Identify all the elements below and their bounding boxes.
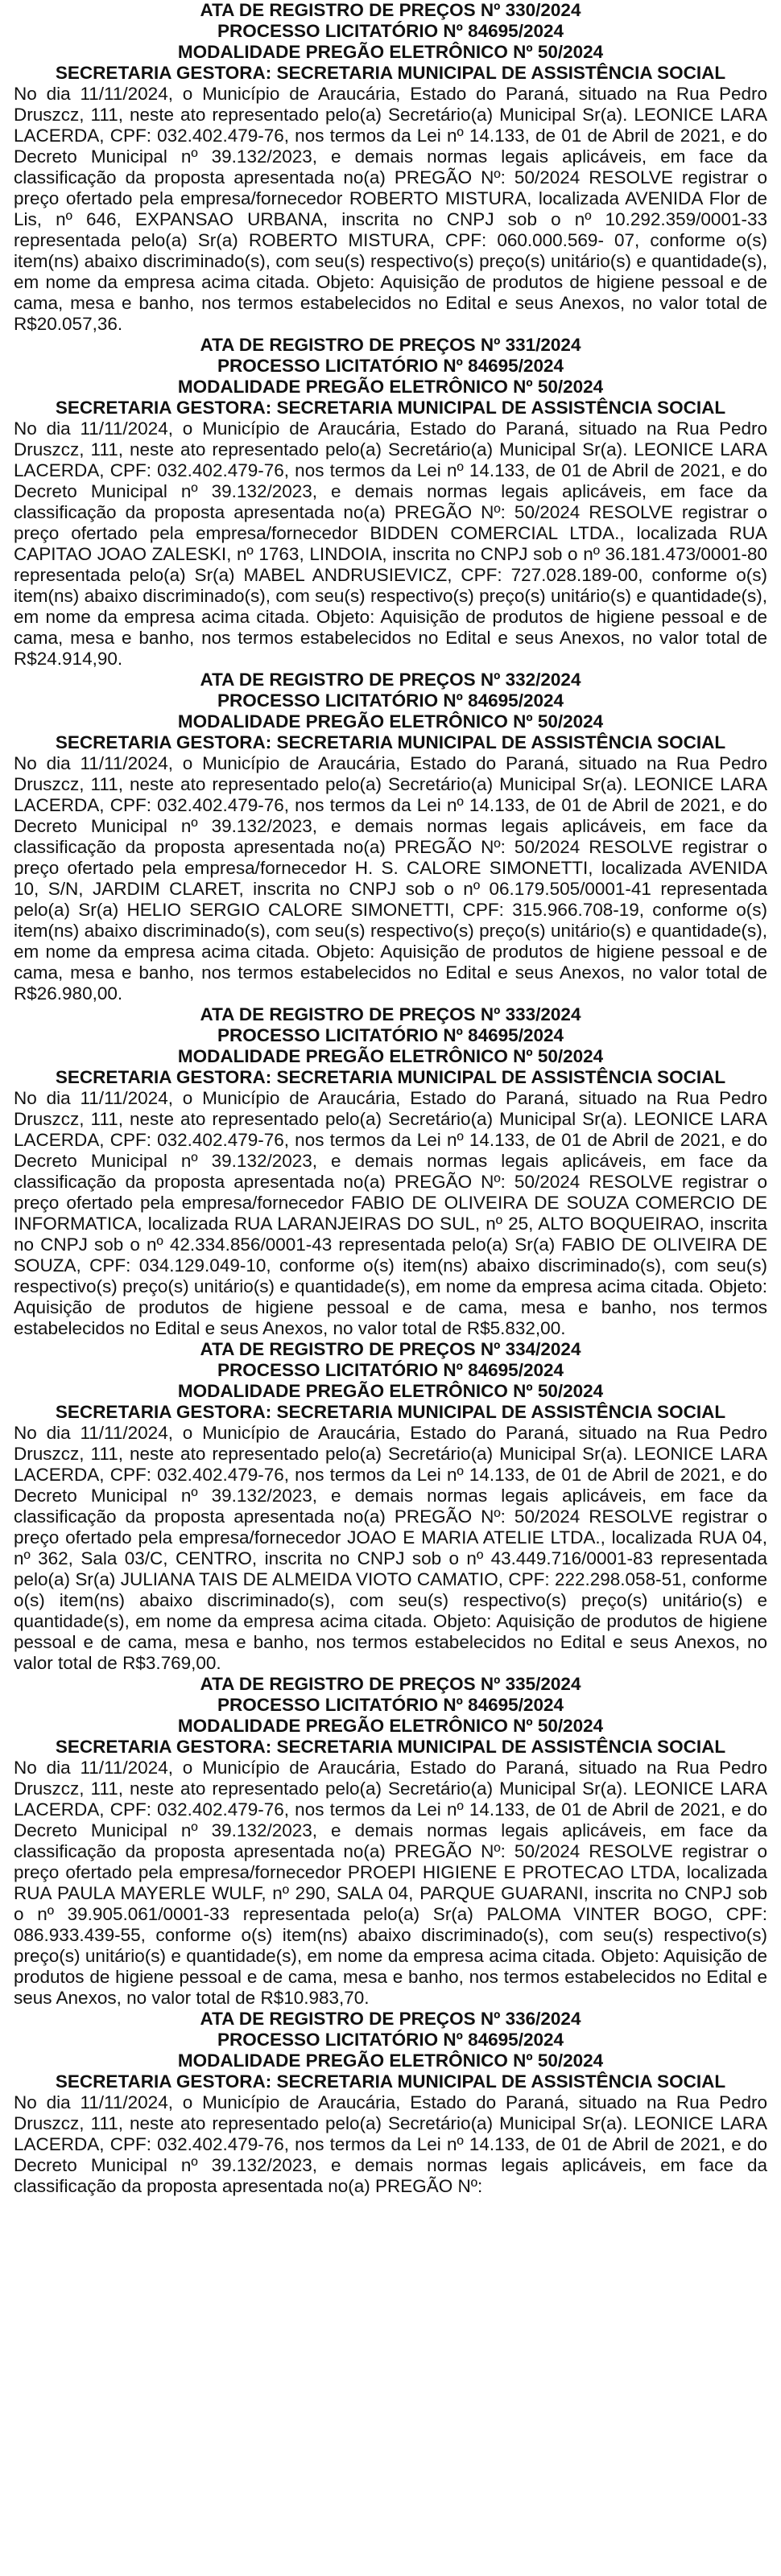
processo-heading: PROCESSO LICITATÓRIO Nº 84695/2024: [217, 1695, 564, 1715]
ata-body-text: No dia 11/11/2024, o Município de Araucária, Estado do Paraná, situado na Rua Pedro Druszcz, 111, neste ato representado pelo(a) Secretário(a) Municipal Sr(a). LEONICE LARA LACERDA, CPF: 032.402.479-76, nos termos da Lei nº 14.133, de 01 de Abril de 2021, e do Decreto Municipal nº 39.132/2023, e demais normas legais aplicáveis, em face da classificação da proposta apresentada no(a) PREGÃO Nº: 50/2024 RESOLVE registrar o preço ofertado pela empresa/fornecedor H. S. CALORE SIMONETTI, localizada AVENIDA 10, S/N, JARDIM CLARET, inscrita no CNPJ sob o nº 06.179.505/0001-41 representada pelo(a) Sr(a) HELIO SERGIO CALORE SIMONETTI, CPF: 315.966.708-19, conforme o(s) item(ns) abaixo discriminado(s), com seu(s) respectivo(s) preço(s) unitário(s) e quantidade(s), em nome da empresa acima citada. Objeto: Aquisição de produtos de higiene pessoal e de cama, mesa e banho, nos termos estabelecidos no Edital e seus Anexos, no valor total de R$26.980,00.: [14, 753, 767, 1004]
processo-heading: PROCESSO LICITATÓRIO Nº 84695/2024: [217, 1360, 564, 1380]
ata-body-text: No dia 11/11/2024, o Município de Araucária, Estado do Paraná, situado na Rua Pedro Druszcz, 111, neste ato representado pelo(a) Secretário(a) Municipal Sr(a). LEONICE LARA LACERDA, CPF: 032.402.479-76, nos termos da Lei nº 14.133, de 01 de Abril de 2021, e do Decreto Municipal nº 39.132/2023, e demais normas legais aplicáveis, em face da classificação da proposta apresentada no(a) PREGÃO Nº: 50/2024 RESOLVE registrar o preço ofertado pela empresa/fornecedor FABIO DE OLIVEIRA DE SOUZA COMERCIO DE INFORMATICA, localizada RUA LARANJEIRAS DO SUL, nº 25, ALTO BOQUEIRAO, inscrita no CNPJ sob o nº 42.334.856/0001-43 representada pelo(a) Sr(a) FABIO DE OLIVEIRA DE SOUZA, CPF: 034.129.049-10, conforme o(s) item(ns) abaixo discriminado(s), com seu(s) respectivo(s) preço(s) unitário(s) e quantidade(s), em nome da empresa acima citada. Objeto: Aquisição de produtos de higiene pessoal e de cama, mesa e banho, nos termos estabelecidos no Edital e seus Anexos, no valor total de R$5.832,00.: [14, 1088, 767, 1338]
ata-title: ATA DE REGISTRO DE PREÇOS Nº 334/2024: [200, 1339, 581, 1359]
secretaria-heading: SECRETARIA GESTORA: SECRETARIA MUNICIPAL DE ASSISTÊNCIA SOCIAL: [55, 1402, 726, 1422]
ata-title: ATA DE REGISTRO DE PREÇOS Nº 330/2024: [200, 0, 581, 20]
ata-331: [14, 335, 767, 670]
secretaria-heading: SECRETARIA GESTORA: SECRETARIA MUNICIPAL DE ASSISTÊNCIA SOCIAL: [55, 1067, 726, 1087]
ata-title: ATA DE REGISTRO DE PREÇOS Nº 335/2024: [200, 1674, 581, 1694]
ata-335: [14, 1674, 767, 2009]
ata-332: [14, 670, 767, 1004]
ata-333: [14, 1004, 767, 1339]
ata-title: ATA DE REGISTRO DE PREÇOS Nº 331/2024: [200, 335, 581, 355]
ata-body-text: No dia 11/11/2024, o Município de Araucária, Estado do Paraná, situado na Rua Pedro Druszcz, 111, neste ato representado pelo(a) Secretário(a) Municipal Sr(a). LEONICE LARA LACERDA, CPF: 032.402.479-76, nos termos da Lei nº 14.133, de 01 de Abril de 2021, e do Decreto Municipal nº 39.132/2023, e demais normas legais aplicáveis, em face da classificação da proposta apresentada no(a) PREGÃO Nº: 50/2024 RESOLVE registrar o preço ofertado pela empresa/fornecedor JOAO E MARIA ATELIE LTDA., localizada RUA 04, nº 362, Sala 03/C, CENTRO, inscrita no CNPJ sob o nº 43.449.716/0001-83 representada pelo(a) Sr(a) JULIANA TAIS DE ALMEIDA VIOTO CAMATIO, CPF: 222.298.058-51, conforme o(s) item(ns) abaixo discriminado(s), com seu(s) respectivo(s) preço(s) unitário(s) e quantidade(s), em nome da empresa acima citada. Objeto: Aquisição de produtos de higiene pessoal e de cama, mesa e banho, nos termos estabelecidos no Edital e seus Anexos, no valor total de R$3.769,00.: [14, 1423, 767, 1673]
ata-body-text: No dia 11/11/2024, o Município de Araucária, Estado do Paraná, situado na Rua Pedro Druszcz, 111, neste ato representado pelo(a) Secretário(a) Municipal Sr(a). LEONICE LARA LACERDA, CPF: 032.402.479-76, nos termos da Lei nº 14.133, de 01 de Abril de 2021, e do Decreto Municipal nº 39.132/2023, e demais normas legais aplicáveis, em face da classificação da proposta apresentada no(a) PREGÃO Nº: 50/2024 RESOLVE registrar o preço ofertado pela empresa/fornecedor PROEPI HIGIENE E PROTECAO LTDA, localizada RUA PAULA MAYERLE WULF, nº 290, SALA 04, PARQUE GUARANI, inscrita no CNPJ sob o nº 39.905.061/0001-33 representada pelo(a) Sr(a) PALOMA VINTER BOGO, CPF: 086.933.439-55, conforme o(s) item(ns) abaixo discriminado(s), com seu(s) respectivo(s) preço(s) unitário(s) e quantidade(s), em nome da empresa acima citada. Objeto: Aquisição de produtos de higiene pessoal e de cama, mesa e banho, nos termos estabelecidos no Edital e seus Anexos, no valor total de R$10.983,70.: [14, 1758, 767, 2008]
secretaria-heading: SECRETARIA GESTORA: SECRETARIA MUNICIPAL DE ASSISTÊNCIA SOCIAL: [55, 2071, 726, 2092]
processo-heading: PROCESSO LICITATÓRIO Nº 84695/2024: [217, 21, 564, 41]
processo-heading: PROCESSO LICITATÓRIO Nº 84695/2024: [217, 1025, 564, 1045]
ata-body-text: No dia 11/11/2024, o Município de Araucária, Estado do Paraná, situado na Rua Pedro Druszcz, 111, neste ato representado pelo(a) Secretário(a) Municipal Sr(a). LEONICE LARA LACERDA, CPF: 032.402.479-76, nos termos da Lei nº 14.133, de 01 de Abril de 2021, e do Decreto Municipal nº 39.132/2023, e demais normas legais aplicáveis, em face da classificação da proposta apresentada no(a) PREGÃO Nº: 50/2024 RESOLVE registrar o preço ofertado pela empresa/fornecedor BIDDEN COMERCIAL LTDA., localizada RUA CAPITAO JOAO ZALESKI, nº 1763, LINDOIA, inscrita no CNPJ sob o nº 36.181.473/0001-80 representada pelo(a) Sr(a) MABEL ANDRUSIEVICZ, CPF: 727.028.189-00, conforme o(s) item(ns) abaixo discriminado(s), com seu(s) respectivo(s) preço(s) unitário(s) e quantidade(s), em nome da empresa acima citada. Objeto: Aquisição de produtos de higiene pessoal e de cama, mesa e banho, nos termos estabelecidos no Edital e seus Anexos, no valor total de R$24.914,90.: [14, 418, 767, 669]
ata-334: [14, 1339, 767, 1674]
modalidade-heading: MODALIDADE PREGÃO ELETRÔNICO Nº 50/2024: [177, 2050, 604, 2071]
ata-330: [14, 0, 767, 335]
ata-body-text: No dia 11/11/2024, o Município de Araucária, Estado do Paraná, situado na Rua Pedro Druszcz, 111, neste ato representado pelo(a) Secretário(a) Municipal Sr(a). LEONICE LARA LACERDA, CPF: 032.402.479-76, nos termos da Lei nº 14.133, de 01 de Abril de 2021, e do Decreto Municipal nº 39.132/2023, e demais normas legais aplicáveis, em face da classificação da proposta apresentada no(a) PREGÃO Nº:: [14, 2092, 767, 2196]
secretaria-heading: SECRETARIA GESTORA: SECRETARIA MUNICIPAL DE ASSISTÊNCIA SOCIAL: [55, 63, 726, 83]
processo-heading: PROCESSO LICITATÓRIO Nº 84695/2024: [217, 2030, 564, 2050]
processo-heading: PROCESSO LICITATÓRIO Nº 84695/2024: [217, 690, 564, 711]
ata-body-text: No dia 11/11/2024, o Município de Araucária, Estado do Paraná, situado na Rua Pedro Druszcz, 111, neste ato representado pelo(a) Secretário(a) Municipal Sr(a). LEONICE LARA LACERDA, CPF: 032.402.479-76, nos termos da Lei nº 14.133, de 01 de Abril de 2021, e do Decreto Municipal nº 39.132/2023, e demais normas legais aplicáveis, em face da classificação da proposta apresentada no(a) PREGÃO Nº: 50/2024 RESOLVE registrar o preço ofertado pela empresa/fornecedor ROBERTO MISTURA, localizada AVENIDA Flor de Lis, nº 646, EXPANSAO URBANA, inscrita no CNPJ sob o nº 10.292.359/0001-33 representada pelo(a) Sr(a) ROBERTO MISTURA, CPF: 060.000.569- 07, conforme o(s) item(ns) abaixo discriminado(s), com seu(s) respectivo(s) preço(s) unitário(s) e quantidade(s), em nome da empresa acima citada. Objeto: Aquisição de produtos de higiene pessoal e de cama, mesa e banho, nos termos estabelecidos no Edital e seus Anexos, no valor total de R$20.057,36.: [14, 84, 767, 334]
secretaria-heading: SECRETARIA GESTORA: SECRETARIA MUNICIPAL DE ASSISTÊNCIA SOCIAL: [55, 732, 726, 752]
ata-title: ATA DE REGISTRO DE PREÇOS Nº 333/2024: [200, 1004, 581, 1024]
secretaria-heading: SECRETARIA GESTORA: SECRETARIA MUNICIPAL DE ASSISTÊNCIA SOCIAL: [55, 1737, 726, 1757]
modalidade-heading: MODALIDADE PREGÃO ELETRÔNICO Nº 50/2024: [177, 377, 604, 397]
processo-heading: PROCESSO LICITATÓRIO Nº 84695/2024: [217, 356, 564, 376]
modalidade-heading: MODALIDADE PREGÃO ELETRÔNICO Nº 50/2024: [177, 42, 604, 62]
modalidade-heading: MODALIDADE PREGÃO ELETRÔNICO Nº 50/2024: [177, 711, 604, 732]
ata-title: ATA DE REGISTRO DE PREÇOS Nº 336/2024: [200, 2009, 581, 2029]
secretaria-heading: SECRETARIA GESTORA: SECRETARIA MUNICIPAL DE ASSISTÊNCIA SOCIAL: [55, 398, 726, 418]
modalidade-heading: MODALIDADE PREGÃO ELETRÔNICO Nº 50/2024: [177, 1381, 604, 1401]
modalidade-heading: MODALIDADE PREGÃO ELETRÔNICO Nº 50/2024: [177, 1716, 604, 1736]
ata-336: [14, 2009, 767, 2197]
modalidade-heading: MODALIDADE PREGÃO ELETRÔNICO Nº 50/2024: [177, 1046, 604, 1066]
ata-title: ATA DE REGISTRO DE PREÇOS Nº 332/2024: [200, 670, 581, 690]
